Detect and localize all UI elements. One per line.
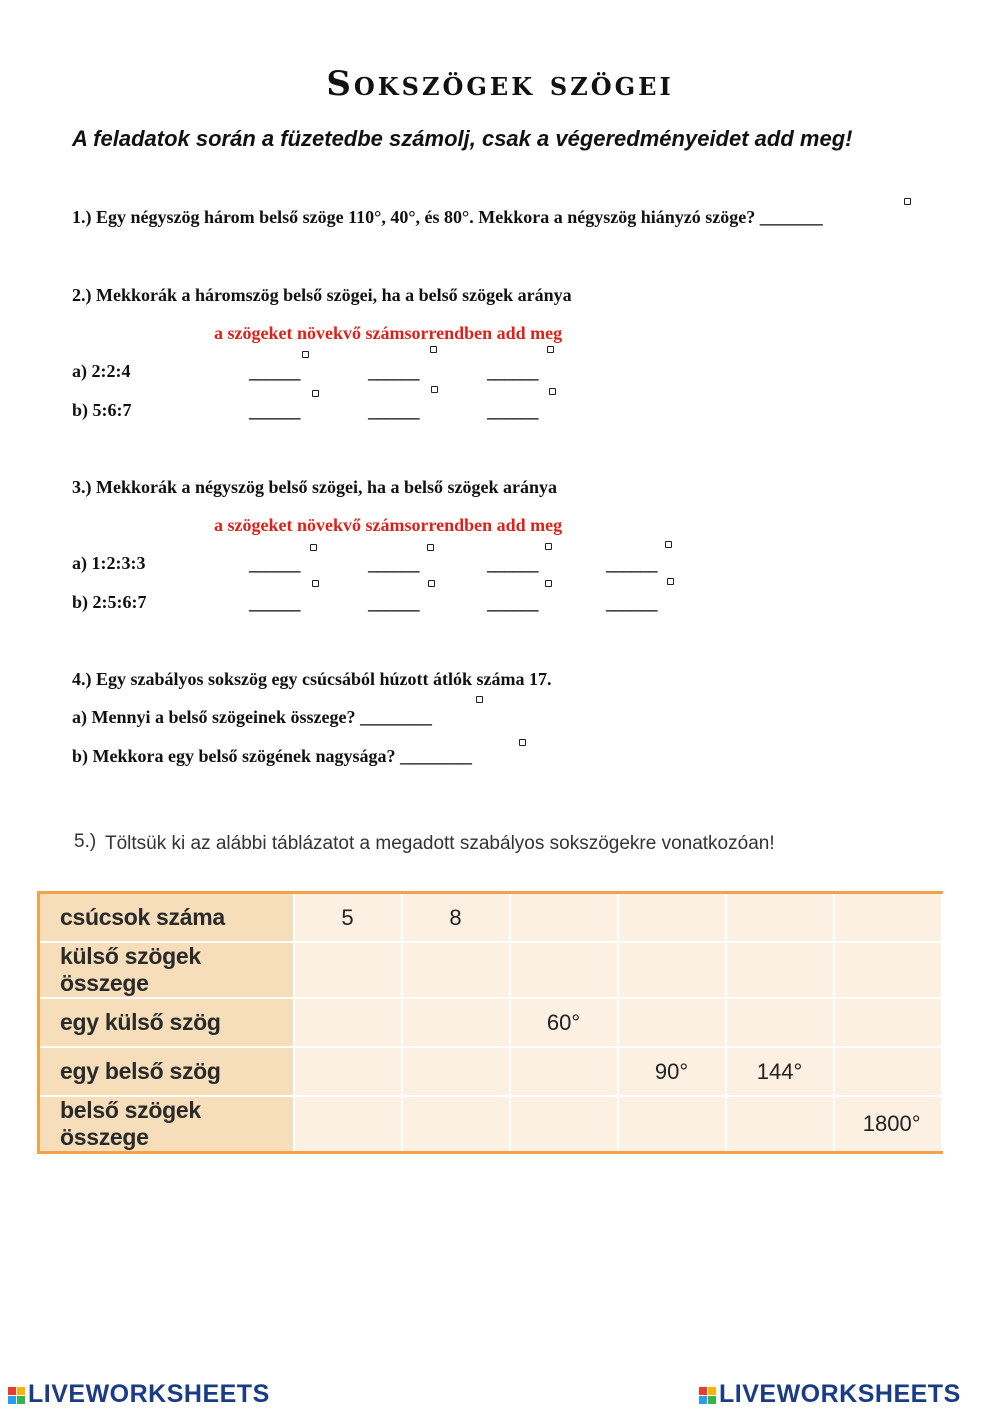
degree-icon bbox=[547, 346, 554, 353]
answer-1-input[interactable]: _______ bbox=[759, 207, 823, 227]
table-cell[interactable] bbox=[402, 1047, 510, 1096]
table-cell: 1800° bbox=[834, 1096, 942, 1153]
logo-text: LIVEWORKSHEETS bbox=[719, 1380, 961, 1408]
row-header: csúcsok száma bbox=[39, 893, 294, 943]
table-cell[interactable] bbox=[726, 998, 834, 1047]
question-5-number: 5.) bbox=[74, 831, 97, 852]
answer-2b-2-input[interactable]: ______ bbox=[368, 401, 419, 421]
table-cell[interactable] bbox=[618, 998, 726, 1047]
degree-icon bbox=[310, 544, 317, 551]
table-cell[interactable] bbox=[510, 893, 618, 943]
question-4b bbox=[72, 746, 472, 767]
degree-icon bbox=[430, 346, 437, 353]
polygon-table bbox=[37, 891, 943, 1154]
table-cell[interactable] bbox=[294, 1047, 402, 1096]
table-cell: 5 bbox=[294, 893, 402, 943]
answer-3b-4-input[interactable]: ______ bbox=[606, 593, 657, 613]
question-2b-label: b) 5:6:7 bbox=[72, 400, 132, 420]
answer-3b-1-input[interactable]: ______ bbox=[249, 593, 300, 613]
table-cell: 90° bbox=[618, 1047, 726, 1096]
answer-3a-3-input[interactable]: ______ bbox=[487, 554, 538, 574]
answer-3a-4-input[interactable]: ______ bbox=[606, 554, 657, 574]
degree-icon bbox=[667, 578, 674, 585]
degree-icon bbox=[904, 198, 911, 205]
table-cell[interactable] bbox=[726, 1096, 834, 1153]
question-4-text: 4.) Egy szabályos sokszög egy csúcsából húzott átlók száma 17. bbox=[72, 669, 552, 689]
question-3-text: 3.) Mekkorák a négyszög belső szögei, ha a belső szögek aránya bbox=[72, 477, 557, 497]
answer-3a-2-input[interactable]: ______ bbox=[368, 554, 419, 574]
table-cell[interactable] bbox=[294, 1096, 402, 1153]
row-header: belső szögek összege bbox=[39, 1096, 294, 1153]
table-row bbox=[39, 942, 942, 998]
degree-icon bbox=[312, 580, 319, 587]
page-title: Sokszögek szögei bbox=[326, 64, 674, 104]
liveworksheets-logo-left bbox=[8, 1380, 270, 1409]
degree-icon bbox=[545, 580, 552, 587]
table-cell[interactable] bbox=[510, 1047, 618, 1096]
answer-2a-3-input[interactable]: ______ bbox=[487, 362, 538, 382]
liveworksheets-icon bbox=[8, 1387, 25, 1404]
answer-2a-2-input[interactable]: ______ bbox=[368, 362, 419, 382]
answer-2a-1-input[interactable]: ______ bbox=[249, 362, 300, 382]
row-header: külső szögek összege bbox=[39, 942, 294, 998]
table-cell[interactable] bbox=[834, 942, 942, 998]
table-cell[interactable] bbox=[402, 1096, 510, 1153]
answer-3a-1-input[interactable]: ______ bbox=[249, 554, 300, 574]
degree-icon bbox=[549, 388, 556, 395]
table-cell[interactable] bbox=[618, 942, 726, 998]
question-1-text: 1.) Egy négyszög három belső szöge 110°, 40°, és 80°. Mekkora a négyszög hiányzó szöge? bbox=[72, 207, 756, 227]
table-cell[interactable] bbox=[402, 942, 510, 998]
question-2a-label: a) 2:2:4 bbox=[72, 361, 131, 381]
degree-icon bbox=[665, 541, 672, 548]
degree-icon bbox=[312, 390, 319, 397]
answer-3b-2-input[interactable]: ______ bbox=[368, 593, 419, 613]
answer-4b-input[interactable]: ________ bbox=[400, 746, 472, 766]
table-cell[interactable] bbox=[834, 893, 942, 943]
question-4b-text: b) Mekkora egy belső szögének nagysága? bbox=[72, 746, 396, 766]
table-cell[interactable] bbox=[294, 942, 402, 998]
table-cell[interactable] bbox=[618, 1096, 726, 1153]
instructions: A feladatok során a füzetedbe számolj, csak a végeredményeidet add meg! bbox=[72, 126, 853, 151]
question-4a-text: a) Mennyi a belső szögeinek összege? bbox=[72, 707, 356, 727]
degree-icon bbox=[302, 351, 309, 358]
row-header: egy külső szög bbox=[39, 998, 294, 1047]
table-cell[interactable] bbox=[294, 998, 402, 1047]
degree-icon bbox=[431, 386, 438, 393]
degree-icon bbox=[476, 696, 483, 703]
row-header: egy belső szög bbox=[39, 1047, 294, 1096]
table-row bbox=[39, 1047, 942, 1096]
table-cell: 60° bbox=[510, 998, 618, 1047]
table-cell[interactable] bbox=[726, 942, 834, 998]
degree-icon bbox=[545, 543, 552, 550]
table-row bbox=[39, 998, 942, 1047]
question-1 bbox=[72, 207, 823, 228]
answer-2b-1-input[interactable]: ______ bbox=[249, 401, 300, 421]
answer-3b-3-input[interactable]: ______ bbox=[487, 593, 538, 613]
question-3b-label: b) 2:5:6:7 bbox=[72, 592, 147, 612]
table-cell[interactable] bbox=[510, 1096, 618, 1153]
liveworksheets-icon bbox=[699, 1387, 716, 1404]
question-2-hint: a szögeket növekvő számsorrendben add meg bbox=[214, 323, 563, 343]
degree-icon bbox=[519, 739, 526, 746]
logo-text: LIVEWORKSHEETS bbox=[28, 1380, 270, 1408]
question-5-text: Töltsük ki az alábbi táblázatot a megadott szabályos sokszögekre vonatkozóan! bbox=[105, 833, 775, 854]
question-3a-label: a) 1:2:3:3 bbox=[72, 553, 146, 573]
answer-2b-3-input[interactable]: ______ bbox=[487, 401, 538, 421]
table-row bbox=[39, 1096, 942, 1153]
table-cell[interactable] bbox=[834, 1047, 942, 1096]
question-2-text: 2.) Mekkorák a háromszög belső szögei, ha a belső szögek aránya bbox=[72, 285, 572, 305]
liveworksheets-logo-right bbox=[699, 1380, 961, 1409]
table-cell[interactable] bbox=[726, 893, 834, 943]
table-cell: 8 bbox=[402, 893, 510, 943]
table-row bbox=[39, 893, 942, 943]
table-cell: 144° bbox=[726, 1047, 834, 1096]
answer-4a-input[interactable]: ________ bbox=[359, 707, 432, 727]
question-3-hint: a szögeket növekvő számsorrendben add meg bbox=[214, 515, 563, 535]
degree-icon bbox=[428, 580, 435, 587]
table-cell[interactable] bbox=[510, 942, 618, 998]
question-4a bbox=[72, 707, 432, 728]
table-cell[interactable] bbox=[834, 998, 942, 1047]
degree-icon bbox=[427, 544, 434, 551]
table-cell[interactable] bbox=[402, 998, 510, 1047]
table-cell[interactable] bbox=[618, 893, 726, 943]
